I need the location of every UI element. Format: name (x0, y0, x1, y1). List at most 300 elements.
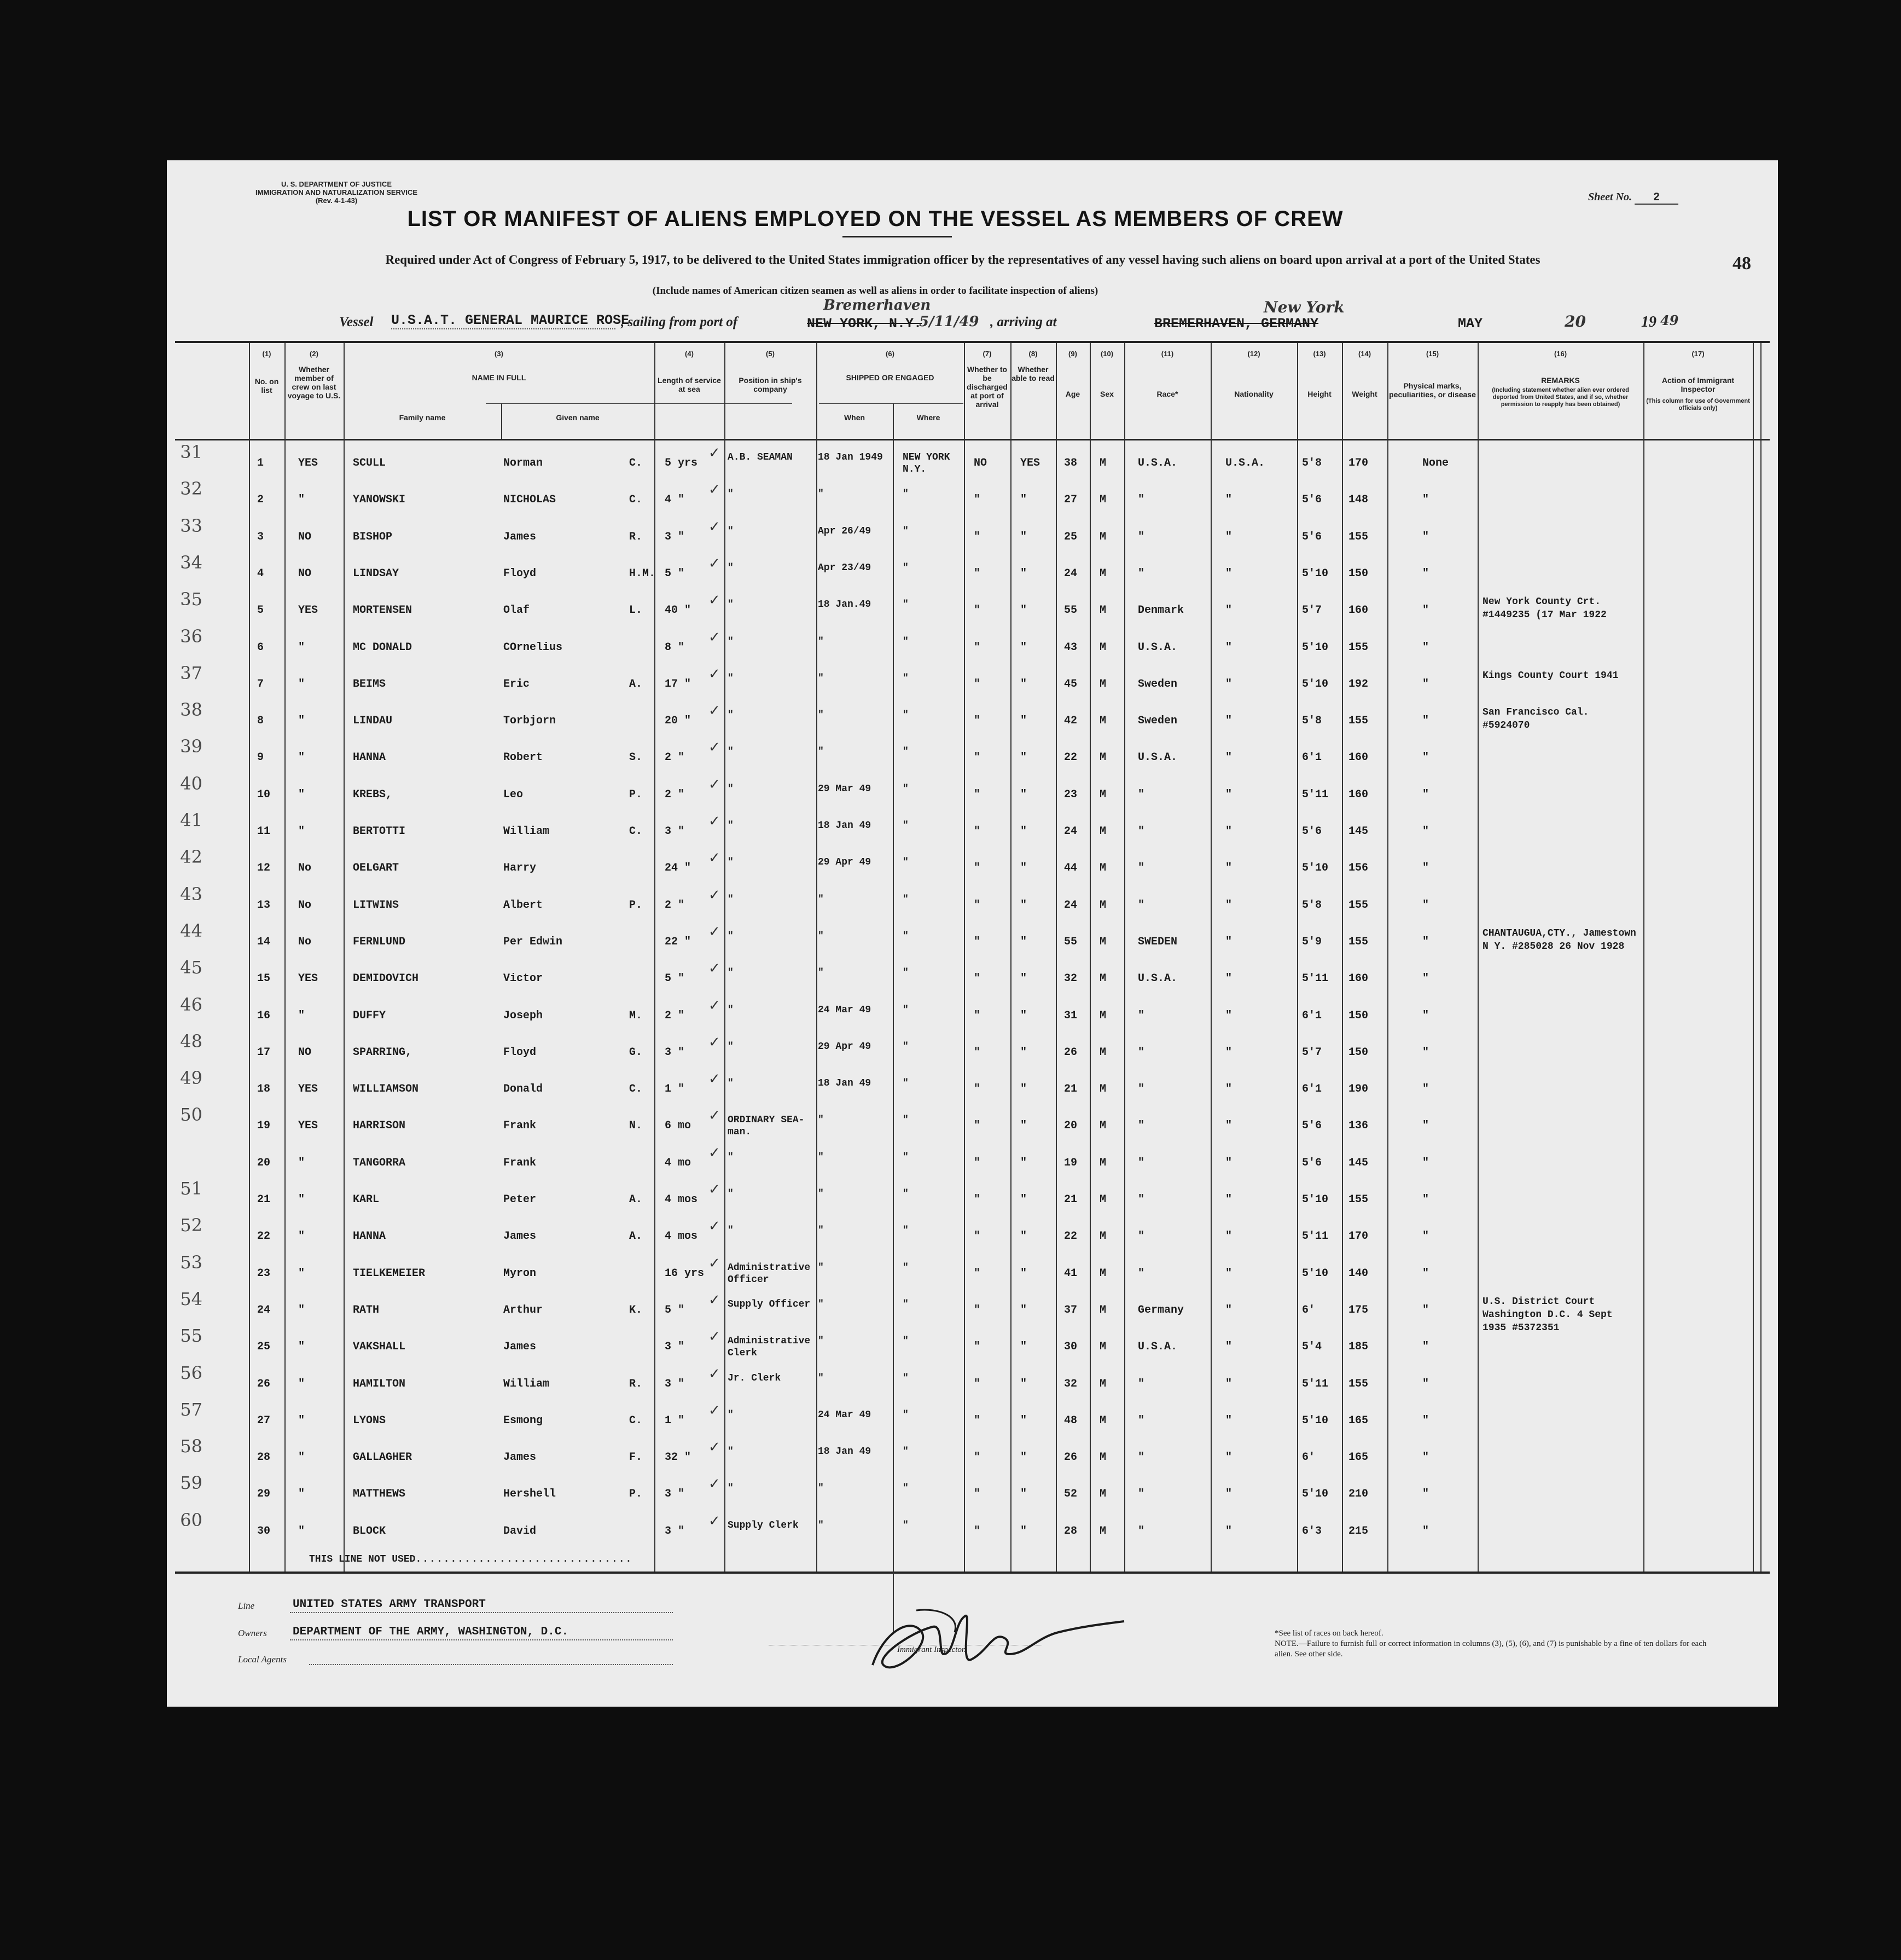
service-length: 3 " (665, 1377, 685, 1390)
margin-line-number: 59 (180, 1472, 202, 1494)
height: 5'10 (1302, 1414, 1329, 1427)
vessel-name: U.S.A.T. GENERAL MAURICE ROSE (391, 312, 630, 328)
last-voyage: " (298, 751, 305, 764)
shipped-where: " (903, 672, 909, 684)
margin-line-number: 39 (180, 736, 202, 757)
given-name: James (503, 530, 537, 543)
physical-marks: " (1422, 1341, 1429, 1354)
physical-marks: " (1422, 825, 1429, 838)
given-name: William (503, 1377, 550, 1390)
height: 5'6 (1302, 1120, 1322, 1133)
nationality: " (1225, 862, 1233, 875)
family-name: MORTENSEN (353, 604, 412, 617)
family-name: RATH (353, 1303, 380, 1317)
sex: M (1100, 494, 1107, 507)
age: 32 (1064, 972, 1078, 985)
ship-position: " (728, 562, 734, 573)
discharged: " (974, 494, 981, 507)
physical-marks: " (1422, 715, 1429, 728)
table-row (175, 552, 1770, 596)
ship-position: " (728, 930, 734, 942)
physical-marks: " (1422, 972, 1429, 985)
given-name: Leo (503, 788, 524, 801)
arriving-port-handwritten: New York (1264, 298, 1345, 316)
shipped-when: " (818, 636, 824, 647)
nationality: " (1225, 1303, 1233, 1317)
age: 20 (1064, 1120, 1078, 1133)
table-row (175, 478, 1770, 522)
height: 6' (1302, 1303, 1316, 1317)
weight: 155 (1348, 898, 1369, 912)
family-name: FERNLUND (353, 935, 406, 948)
nationality: " (1225, 1267, 1233, 1280)
physical-marks: " (1422, 1377, 1429, 1390)
row-number: 1 (257, 457, 264, 469)
line-value: UNITED STATES ARMY TRANSPORT (293, 1598, 486, 1611)
table-row (175, 736, 1770, 780)
shipped-where: " (903, 857, 909, 868)
ship-position: " (728, 857, 734, 868)
middle-initial: A. (629, 1230, 643, 1243)
race: U.S.A. (1138, 1341, 1178, 1354)
sex: M (1100, 1341, 1107, 1354)
last-line-label: THIS LINE NOT USED (309, 1554, 416, 1565)
age: 24 (1064, 825, 1078, 838)
shipped-where: " (903, 820, 909, 831)
discharged: " (974, 641, 981, 654)
checkmark-icon: ✓ (708, 923, 720, 940)
service-length: 1 " (665, 1083, 685, 1096)
nationality: " (1225, 825, 1233, 838)
crew-table (175, 341, 1770, 1574)
remarks: New York County Crt. #1449235 (17 Mar 1922 (1483, 596, 1607, 621)
middle-initial: P. (629, 1488, 643, 1501)
physical-marks: " (1422, 1083, 1429, 1096)
able-to-read: " (1020, 567, 1027, 580)
line-label: Line (238, 1601, 255, 1611)
weight: 155 (1348, 715, 1369, 728)
discharged: " (974, 1156, 981, 1169)
family-name: KREBS, (353, 788, 393, 801)
column-header-no: (1) No. on list (254, 350, 279, 395)
nationality: " (1225, 1009, 1233, 1022)
shipped-when: " (818, 710, 824, 721)
race: " (1138, 825, 1145, 838)
table-row (175, 1030, 1770, 1075)
given-name: COrnelius (503, 641, 563, 654)
age: 23 (1064, 788, 1078, 801)
nationality: " (1225, 1451, 1233, 1464)
age: 22 (1064, 751, 1078, 764)
age: 43 (1064, 641, 1078, 654)
age: 22 (1064, 1230, 1078, 1243)
nationality: " (1225, 1230, 1233, 1243)
table-row (175, 994, 1770, 1038)
ship-position: " (728, 710, 734, 721)
ship-position: Supply Officer (728, 1298, 811, 1310)
shipped-when: Apr 23/49 (818, 562, 871, 573)
shipped-where: " (903, 746, 909, 758)
checkmark-icon: ✓ (708, 1107, 720, 1124)
table-row (175, 883, 1770, 927)
shipped-when: " (818, 489, 824, 500)
shipped-when: " (818, 1520, 824, 1531)
weight: 210 (1348, 1488, 1369, 1501)
margin-line-number: 38 (180, 699, 202, 721)
given-name: Peter (503, 1193, 537, 1206)
able-to-read: " (1020, 1524, 1027, 1538)
last-voyage: " (298, 1414, 305, 1427)
race: " (1138, 1230, 1145, 1243)
weight: 150 (1348, 1046, 1369, 1059)
shipped-where: " (903, 1225, 909, 1237)
family-name: SPARRING, (353, 1046, 412, 1059)
weight: 155 (1348, 935, 1369, 948)
age: 45 (1064, 677, 1078, 691)
age: 26 (1064, 1451, 1078, 1464)
physical-marks: " (1422, 1303, 1429, 1317)
physical-marks: " (1422, 1009, 1429, 1022)
discharged: " (974, 1451, 981, 1464)
middle-initial: K. (629, 1303, 643, 1317)
sex: M (1100, 1046, 1107, 1059)
column-header-height: (13) Height (1307, 350, 1332, 398)
able-to-read: " (1020, 494, 1027, 507)
race: " (1138, 1120, 1145, 1133)
margin-line-number: 36 (180, 625, 202, 647)
weight: 145 (1348, 825, 1369, 838)
weight: 160 (1348, 972, 1369, 985)
given-name: Olaf (503, 604, 530, 617)
given-name: Torbjorn (503, 715, 556, 728)
service-length: 17 " (665, 677, 691, 691)
table-row (175, 773, 1770, 817)
race: " (1138, 1377, 1145, 1390)
able-to-read: " (1020, 862, 1027, 875)
page-number: 48 (1733, 253, 1751, 274)
height: 6'1 (1302, 1083, 1322, 1096)
service-length: 5 yrs (665, 457, 698, 469)
weight: 165 (1348, 1414, 1369, 1427)
last-voyage: No (298, 935, 312, 948)
last-voyage: " (298, 677, 305, 691)
height: 5'11 (1302, 1230, 1329, 1243)
checkmark-icon: ✓ (708, 1439, 720, 1456)
column-header-inspector: (17) Action of Immigrant Inspector (This column for use of Government officials only) (1646, 350, 1750, 411)
height: 5'7 (1302, 604, 1322, 617)
row-number: 18 (257, 1083, 271, 1096)
able-to-read: " (1020, 972, 1027, 985)
margin-line-number: 31 (180, 442, 202, 462)
table-row (175, 920, 1770, 964)
race: " (1138, 1414, 1145, 1427)
height: 5'6 (1302, 494, 1322, 507)
height: 5'8 (1302, 457, 1322, 469)
checkmark-icon: ✓ (708, 592, 720, 609)
family-name: HANNA (353, 1230, 386, 1243)
given-name: Frank (503, 1156, 537, 1169)
family-name: DEMIDOVICH (353, 972, 419, 985)
family-name: WILLIAMSON (353, 1083, 419, 1096)
able-to-read: " (1020, 935, 1027, 948)
ship-position: " (728, 1151, 734, 1163)
row-number: 4 (257, 567, 264, 580)
margin-line-number: 35 (180, 589, 202, 610)
discharged: " (974, 1267, 981, 1280)
service-length: 3 " (665, 1524, 685, 1538)
service-length: 3 " (665, 1341, 685, 1354)
arrival-year: 49 (1660, 312, 1679, 328)
given-name: James (503, 1341, 537, 1354)
shipped-where: " (903, 1298, 909, 1310)
weight: 136 (1348, 1120, 1369, 1133)
shipped-where: " (903, 1446, 909, 1458)
row-number: 22 (257, 1230, 271, 1243)
nationality: " (1225, 1120, 1233, 1133)
shipped-when: " (818, 1115, 824, 1126)
service-length: 4 mo (665, 1156, 691, 1169)
given-name: Victor (503, 972, 543, 985)
discharged: " (974, 604, 981, 617)
able-to-read: " (1020, 1488, 1027, 1501)
column-header-where: Where (916, 413, 940, 422)
race: " (1138, 788, 1145, 801)
nationality: " (1225, 1083, 1233, 1096)
sex: M (1100, 1303, 1107, 1317)
service-length: 5 " (665, 1303, 685, 1317)
weight: 190 (1348, 1083, 1369, 1096)
local-agents-underline (309, 1664, 673, 1665)
weight: 156 (1348, 862, 1369, 875)
ship-position: " (728, 1409, 734, 1420)
ship-position: " (728, 1225, 734, 1237)
race: " (1138, 862, 1145, 875)
discharged: " (974, 1488, 981, 1501)
service-length: 16 yrs (665, 1267, 705, 1280)
margin-line-number: 41 (180, 810, 202, 831)
nationality: " (1225, 677, 1233, 691)
margin-line-number: 37 (180, 662, 202, 683)
middle-initial: F. (629, 1451, 643, 1464)
physical-marks: " (1422, 751, 1429, 764)
last-voyage: " (298, 1488, 305, 1501)
middle-initial: A. (629, 677, 643, 691)
table-row (175, 1436, 1770, 1480)
age: 24 (1064, 567, 1078, 580)
checkmark-icon: ✓ (708, 739, 720, 756)
sailing-label: , sailing from port of (621, 315, 738, 329)
family-name: GALLAGHER (353, 1451, 412, 1464)
shipped-where: " (903, 894, 909, 905)
service-length: 24 " (665, 862, 691, 875)
nationality: " (1225, 604, 1233, 617)
given-name: Esmong (503, 1414, 543, 1427)
height: 6'1 (1302, 1009, 1322, 1022)
title-text: LIST OR MANIFEST OF ALIENS EMPLOYED ON THE VESSEL AS MEMBERS OF CREW (407, 207, 1344, 231)
nationality: " (1225, 1156, 1233, 1169)
nationality: U.S.A. (1225, 457, 1265, 469)
race: U.S.A. (1138, 751, 1178, 764)
margin-line-number: 52 (180, 1215, 202, 1236)
height: 5'10 (1302, 567, 1329, 580)
height: 5'6 (1302, 530, 1322, 543)
row-number: 30 (257, 1524, 271, 1538)
table-header (175, 343, 1770, 440)
sex: M (1100, 751, 1107, 764)
shipped-when: 18 Jan.49 (818, 599, 871, 611)
checkmark-icon: ✓ (708, 703, 720, 720)
discharged: " (974, 715, 981, 728)
column-header-age: (9) Age (1065, 350, 1080, 398)
margin-line-number: 43 (180, 883, 202, 904)
sex: M (1100, 1156, 1107, 1169)
family-name: LITWINS (353, 898, 399, 912)
shipped-where: NEW YORK N.Y. (903, 452, 950, 475)
nationality: " (1225, 898, 1233, 912)
table-row (175, 1472, 1770, 1516)
last-voyage: " (298, 1193, 305, 1206)
physical-marks: " (1422, 1488, 1429, 1501)
shipped-where: " (903, 636, 909, 647)
footer-notes (1275, 1628, 1712, 1660)
checkmark-icon: ✓ (708, 886, 720, 903)
nationality: " (1225, 1414, 1233, 1427)
weight: 165 (1348, 1451, 1369, 1464)
table-row (175, 515, 1770, 559)
shipped-where: " (903, 599, 909, 611)
able-to-read: " (1020, 1083, 1027, 1096)
family-name: BERTOTTI (353, 825, 406, 838)
sheet-label: Sheet No. (1588, 191, 1632, 203)
family-name: TANGORRA (353, 1156, 406, 1169)
last-voyage: " (298, 1156, 305, 1169)
able-to-read: " (1020, 1377, 1027, 1390)
discharged: " (974, 788, 981, 801)
physical-marks: " (1422, 567, 1429, 580)
last-voyage: YES (298, 1120, 318, 1133)
column-header-shipped: (6) SHIPPED OR ENGAGED (846, 350, 934, 382)
race: Sweden (1138, 677, 1178, 691)
height: 5'6 (1302, 1156, 1322, 1169)
shipped-when: " (818, 1298, 824, 1310)
race: " (1138, 1083, 1145, 1096)
weight: 145 (1348, 1156, 1369, 1169)
discharged: " (974, 530, 981, 543)
last-voyage: " (298, 825, 305, 838)
given-name: Myron (503, 1267, 537, 1280)
weight: 192 (1348, 677, 1369, 691)
height: 5'6 (1302, 825, 1322, 838)
row-number: 14 (257, 935, 271, 948)
line-underline (290, 1612, 673, 1613)
column-rule (501, 403, 502, 439)
service-length: 3 " (665, 1046, 685, 1059)
checkmark-icon: ✓ (708, 1071, 720, 1088)
checkmark-icon: ✓ (708, 997, 720, 1014)
shipped-when: " (818, 1188, 824, 1199)
middle-initial: C. (629, 1083, 643, 1096)
family-name: SCULL (353, 457, 386, 469)
column-header-weight: (14) Weight (1352, 350, 1377, 398)
discharged: " (974, 1083, 981, 1096)
shipped-when: 18 Jan 49 (818, 820, 871, 831)
given-name: Frank (503, 1120, 537, 1133)
agency-header (252, 180, 421, 205)
able-to-read: " (1020, 1120, 1027, 1133)
last-voyage: " (298, 1267, 305, 1280)
race: " (1138, 494, 1145, 507)
table-row (175, 1288, 1770, 1333)
able-to-read: " (1020, 1451, 1027, 1464)
weight: 148 (1348, 494, 1369, 507)
weight: 170 (1348, 1230, 1369, 1243)
middle-initial: G. (629, 1046, 643, 1059)
physical-marks: " (1422, 494, 1429, 507)
sex: M (1100, 825, 1107, 838)
given-name: NICHOLAS (503, 494, 556, 507)
ship-position: Supply Clerk (728, 1520, 799, 1531)
margin-line-number: 56 (180, 1362, 202, 1383)
row-number: 15 (257, 972, 271, 985)
row-number: 11 (257, 825, 271, 838)
able-to-read: " (1020, 530, 1027, 543)
sex: M (1100, 567, 1107, 580)
penalty-note: NOTE.—Failure to furnish full or correct information in columns (3), (5), (6), and (7) is punishable by a fine of ten dollars for each alien. See other side. (1275, 1639, 1707, 1659)
height: 5'11 (1302, 1377, 1329, 1390)
weight: 155 (1348, 641, 1369, 654)
shipped-when: 18 Jan 1949 (818, 452, 883, 463)
ship-position: " (728, 783, 734, 795)
local-agents-label: Local Agents (238, 1654, 287, 1665)
last-voyage: " (298, 1230, 305, 1243)
given-name: Arthur (503, 1303, 543, 1317)
margin-line-number: 53 (180, 1251, 202, 1273)
column-header-name: (3) NAME IN FULL (472, 350, 526, 382)
able-to-read: " (1020, 641, 1027, 654)
shipped-when: 18 Jan 49 (818, 1078, 871, 1089)
race: " (1138, 1267, 1145, 1280)
shipped-where: " (903, 1151, 909, 1163)
margin-line-number: 34 (180, 552, 202, 573)
last-voyage: YES (298, 972, 318, 985)
table-row (175, 1509, 1770, 1553)
margin-line-number: 57 (180, 1399, 202, 1420)
column-header-given-name: Given name (556, 413, 600, 422)
service-length: 3 " (665, 1488, 685, 1501)
weight: 155 (1348, 1193, 1369, 1206)
agency-line: (Rev. 4-1-43) (315, 196, 358, 205)
ship-position: " (728, 525, 734, 537)
sailing-date-handwritten: 5/11/49 (919, 314, 979, 330)
shipped-where: " (903, 1115, 909, 1126)
owners-label: Owners (238, 1628, 267, 1638)
shipped-where: " (903, 525, 909, 537)
height: 6' (1302, 1451, 1316, 1464)
sex: M (1100, 972, 1107, 985)
ship-position: " (728, 672, 734, 684)
discharged: " (974, 898, 981, 912)
margin-line-number: 58 (180, 1436, 202, 1457)
shipped-where: " (903, 1372, 909, 1384)
race: SWEDEN (1138, 935, 1178, 948)
discharged: " (974, 1303, 981, 1317)
discharged: " (974, 1341, 981, 1354)
middle-initial: N. (629, 1120, 643, 1133)
arrival-month: MAY (1458, 316, 1483, 332)
sex: M (1100, 788, 1107, 801)
middle-initial: P. (629, 788, 643, 801)
height: 5'9 (1302, 935, 1322, 948)
